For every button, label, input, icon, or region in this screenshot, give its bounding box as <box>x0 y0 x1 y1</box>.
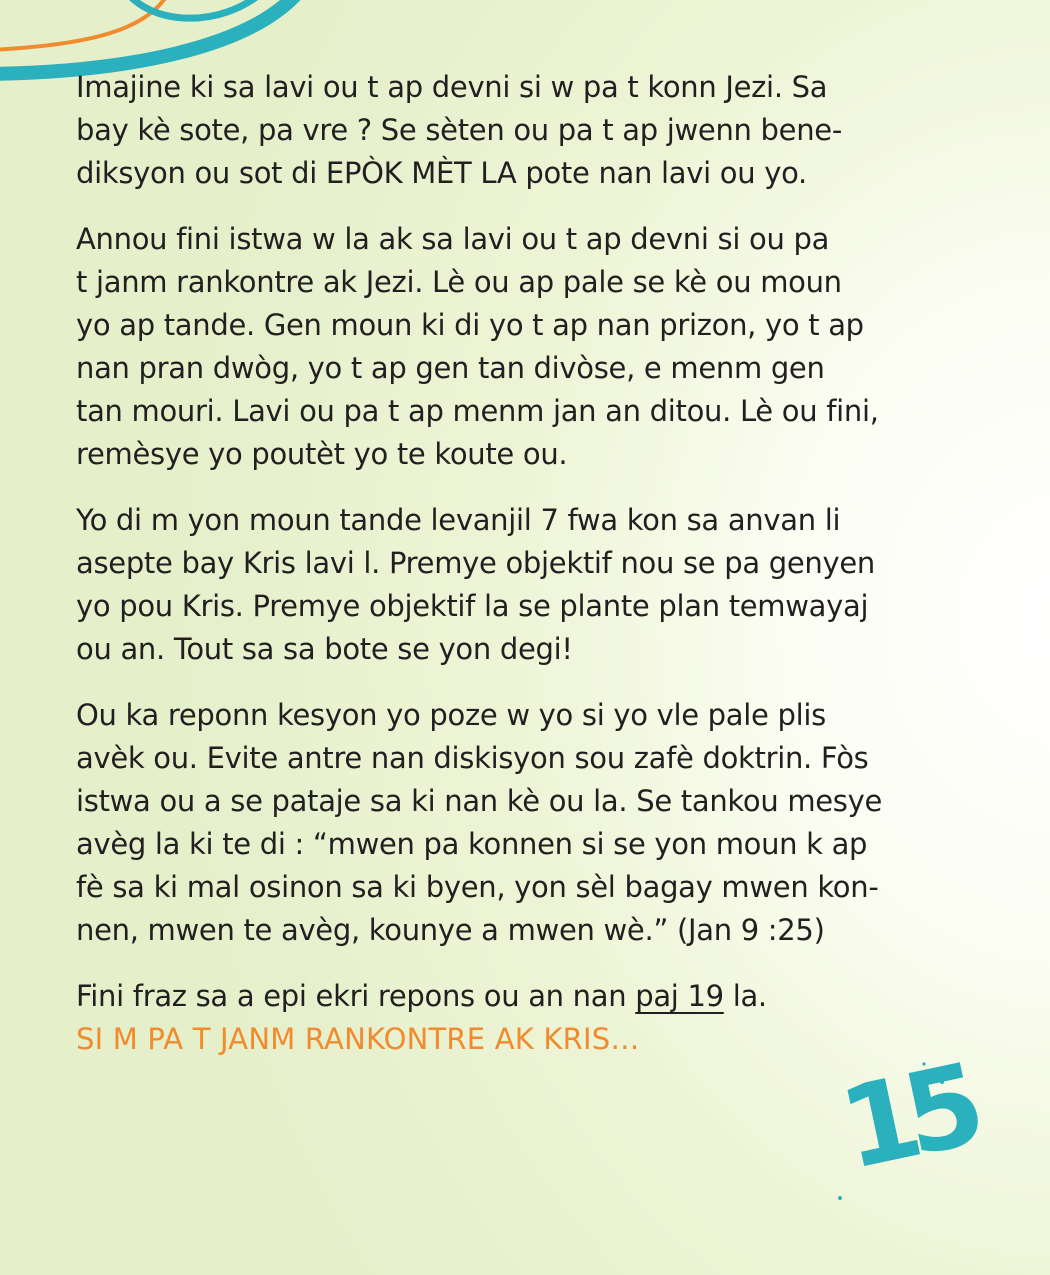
document-body <box>76 66 986 1061</box>
paragraph-4: Ou ka reponn kesyon yo poze w yo si yo vle pale plis avèk ou. Evite antre nan diskisyon sou zafè doktrin. Fòs istwa ou a se pataje sa ki nan kè ou la. Se tankou mesye avèg la ki te di : “mwen pa konnen si se yon moun k ap fè sa ki mal osinon sa ki byen, yon sèl bagay mwen kon- nen, mwen te avèg, kounye a mwen wè.” (Jan 9 :25) <box>76 698 883 947</box>
final-instruction-end: la. <box>723 979 767 1013</box>
final-instruction <box>76 975 986 1061</box>
paragraph-1: Imajine ki sa lavi ou t ap devni si w pa t konn Jezi. Sa bay kè sote, pa vre ? Se sèten ou pa t ap jwenn bene- diksyon ou sot di EPÒK MÈT LA pote nan lavi ou yo. <box>76 70 842 190</box>
page-reference-link[interactable]: paj 19 <box>635 979 724 1013</box>
paragraph-2: Annou fini istwa w la ak sa lavi ou t ap devni si ou pa t janm rankontre ak Jezi. Lè ou ap pale se kè ou moun yo ap tande. Gen moun ki di yo t ap nan prizon, yo t ap nan pran dwòg, yo t ap gen tan divòse, e menm gen tan mouri. Lavi ou pa t ap menm jan an ditou. Lè ou fini, remèsye yo poutèt yo te koute ou. <box>76 222 879 471</box>
page-number: 15 <box>830 1041 983 1196</box>
paragraph-3: Yo di m yon moun tande levanjil 7 fwa kon sa anvan li asepte bay Kris lavi l. Premye objektif nou se pa genyen yo pou Kris. Premye objektif la se plante plan temwayaj ou an. Tout sa sa bote se yon degi! <box>76 503 875 666</box>
highlight-prompt: SI M PA T JANM RANKONTRE AK KRIS… <box>76 1022 640 1056</box>
final-instruction-text: Fini fraz sa a epi ekri repons ou an nan <box>76 979 636 1013</box>
